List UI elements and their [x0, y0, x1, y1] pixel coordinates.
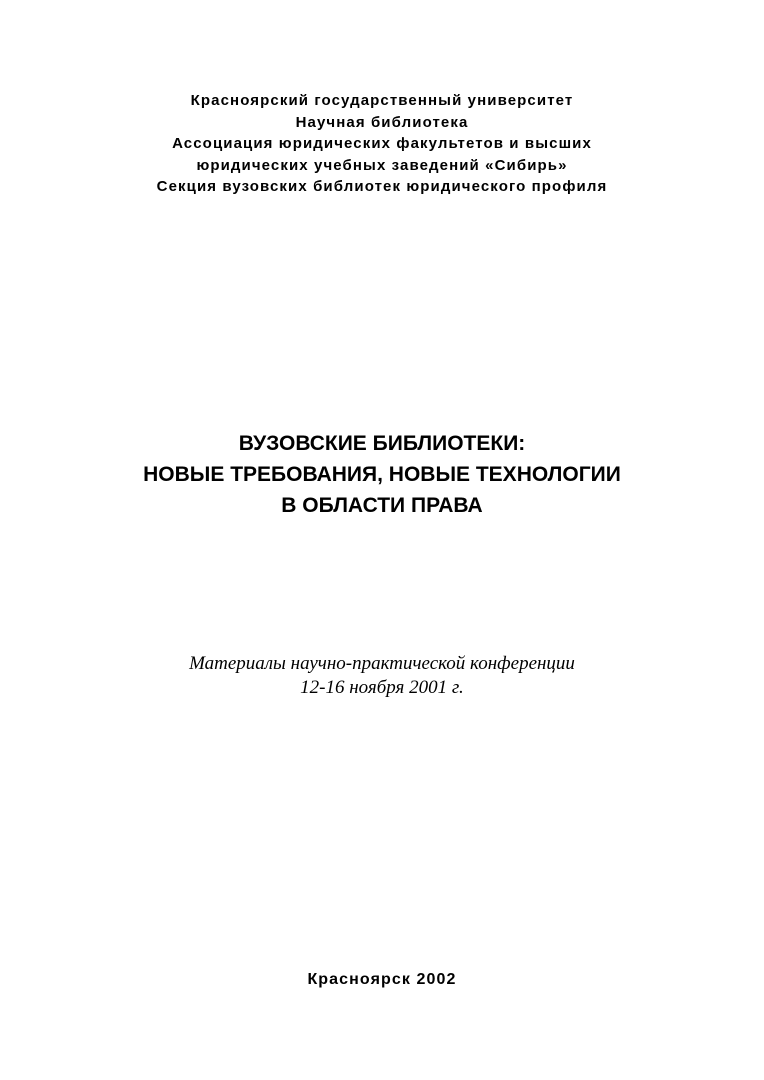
organization-line-association: Ассоциация юридических факультетов и высших [172, 135, 592, 152]
imprint-place-year: Красноярск 2002 [307, 971, 457, 988]
title-line-3: В ОБЛАСТИ ПРАВА [281, 494, 483, 517]
organization-header [0, 90, 764, 198]
subtitle-dates: 12-16 ноября 2001 г. [300, 677, 464, 698]
title-line-2: НОВЫЕ ТРЕБОВАНИЯ, НОВЫЕ ТЕХНОЛОГИИ [143, 463, 621, 486]
organization-line-library: Научная библиотека [295, 113, 469, 131]
title-line-1: ВУЗОВСКИЕ БИБЛИОТЕКИ: [238, 432, 526, 455]
organization-line-association-cont: юридических учебных заведений «Сибирь» [196, 156, 568, 174]
subtitle-conference: Материалы научно-практической конференции [189, 653, 575, 674]
document-title [0, 428, 764, 521]
organization-line-section: Секция вузовских библиотек юридического профиля [156, 178, 608, 195]
document-subtitle [0, 652, 764, 700]
organization-line-university: Красноярский государственный университет [190, 92, 574, 109]
